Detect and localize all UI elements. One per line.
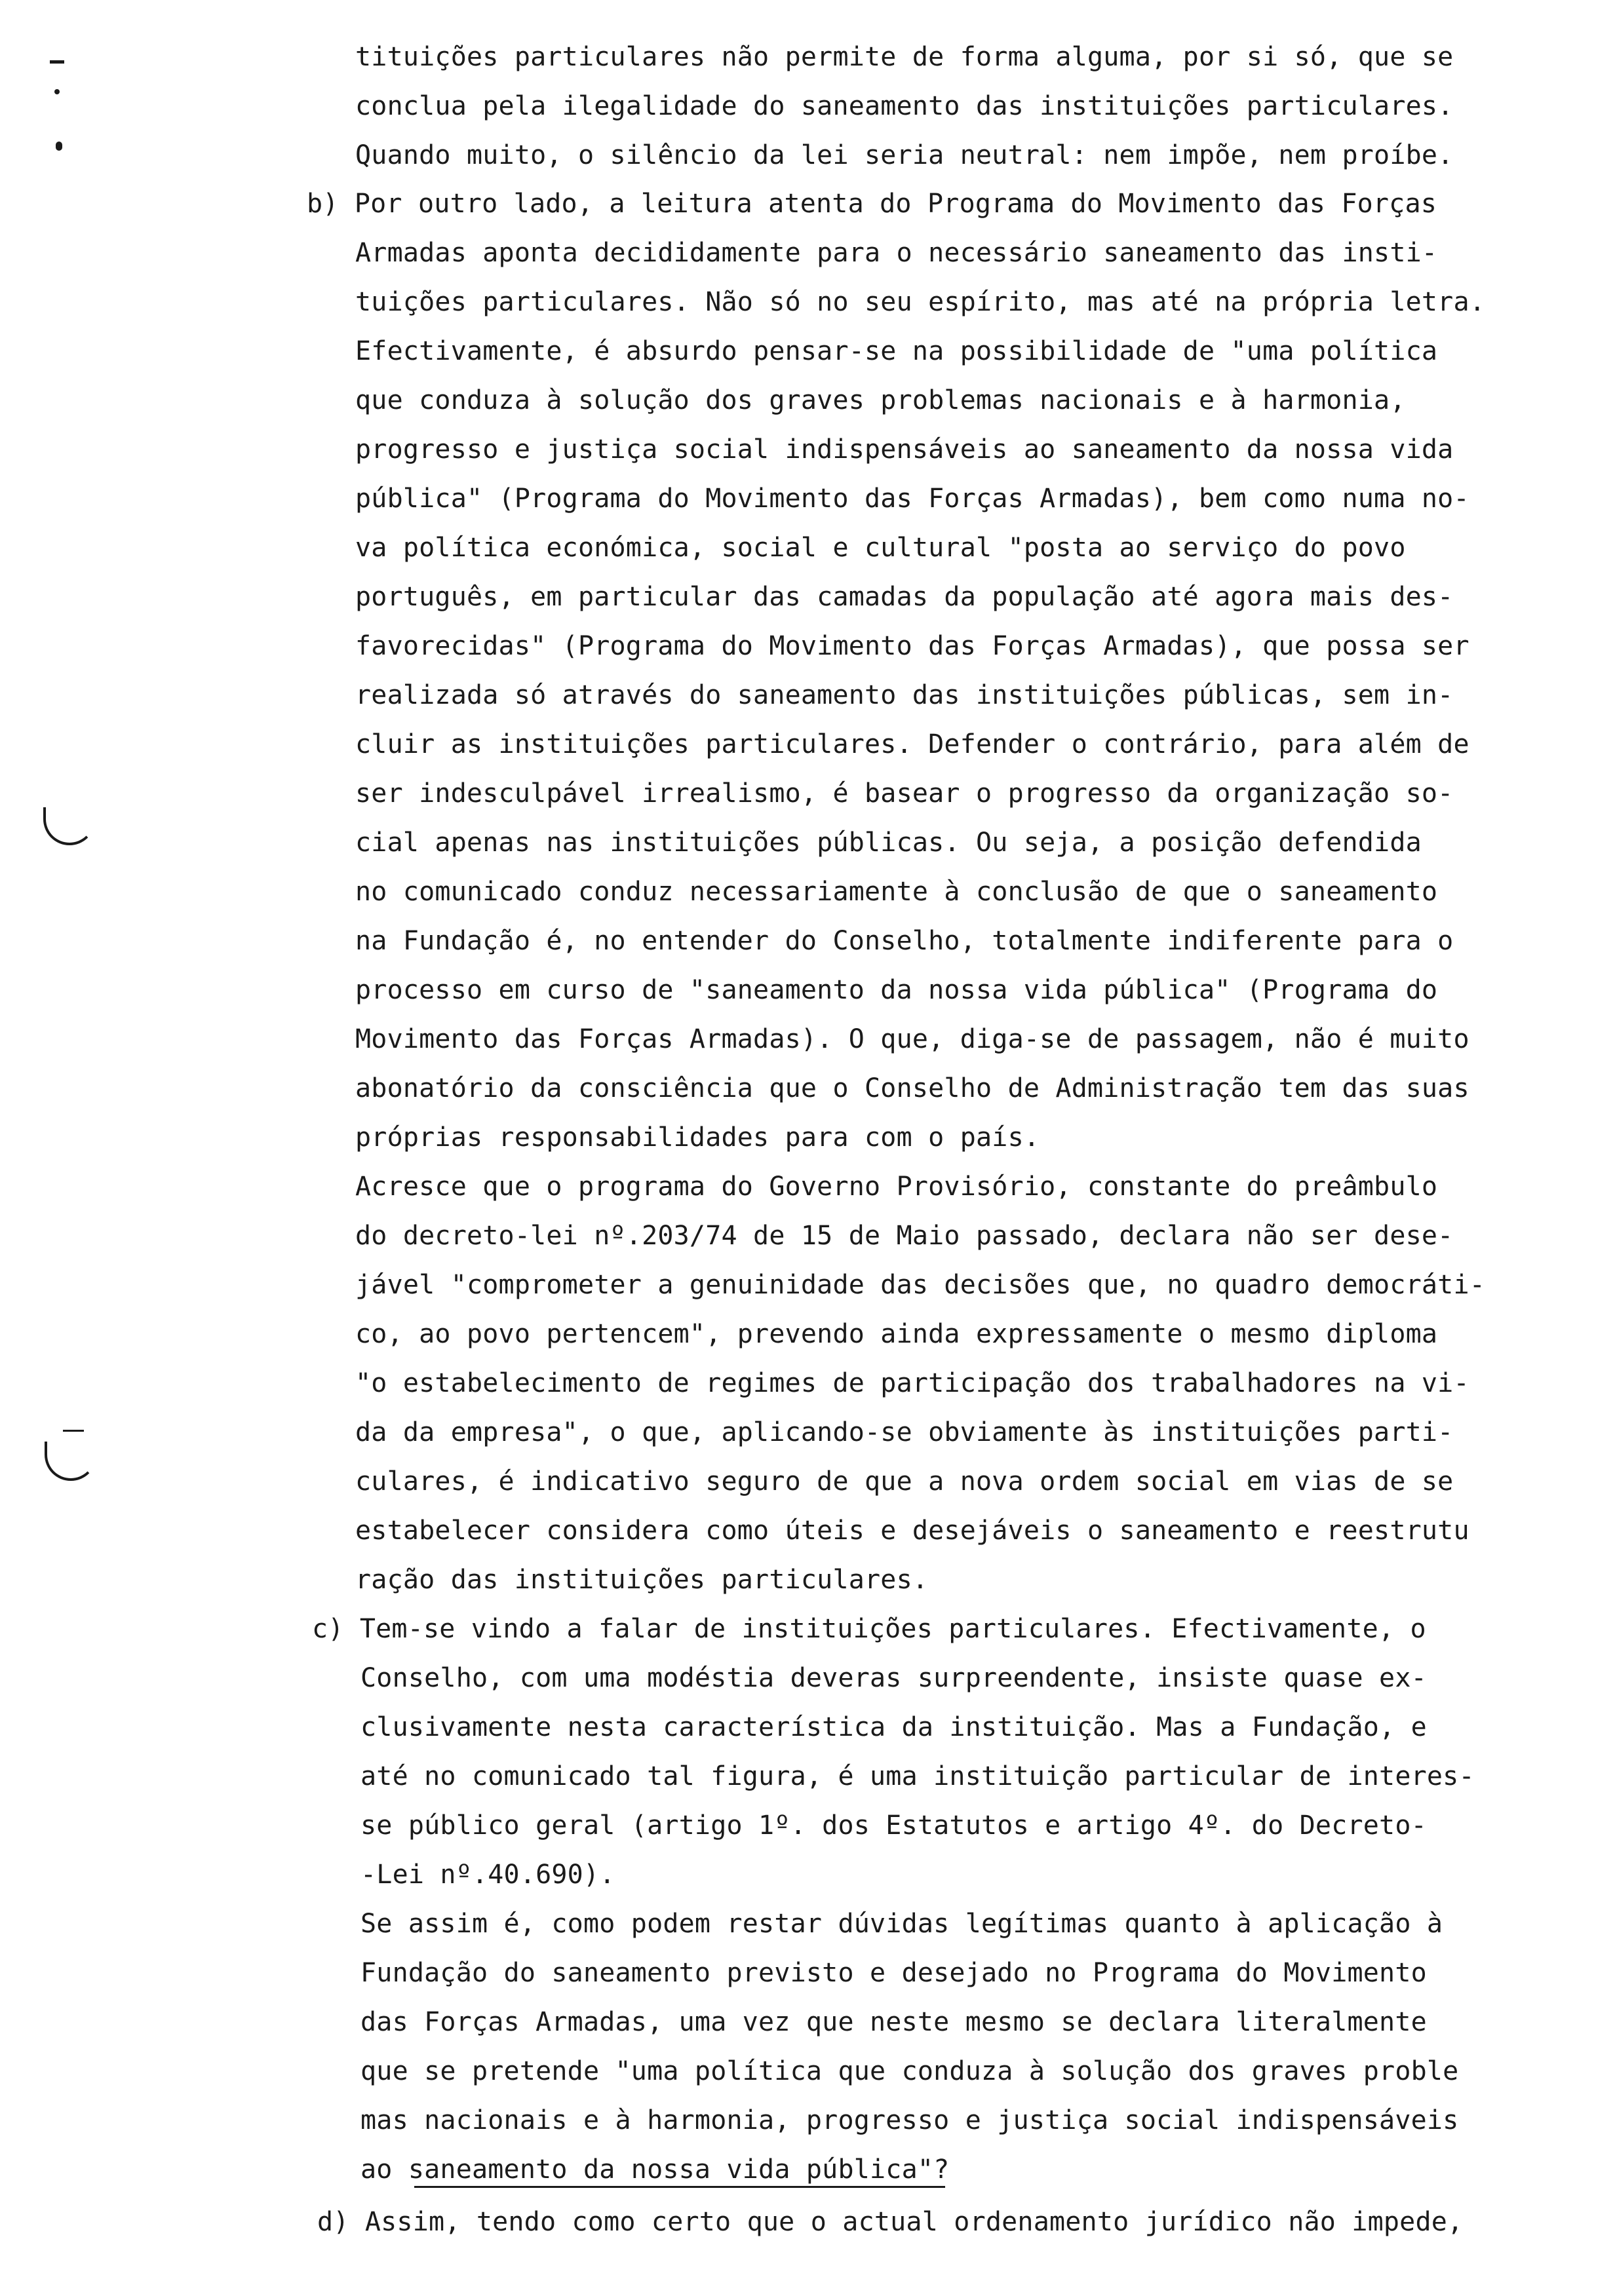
text-line: Quando muito, o silêncio da lei seria neutral: nem impõe, nem proíbe. xyxy=(355,140,1454,170)
text-line: conclua pela ilegalidade do saneamento das instituições particulares. xyxy=(355,91,1454,121)
text-line: se público geral (artigo 1º. dos Estatutos e artigo 4º. do Decreto- xyxy=(360,1810,1427,1841)
text-line: co, ao povo pertencem", prevendo ainda expressamente o mesmo diploma xyxy=(355,1319,1438,1349)
text-line: favorecidas" (Programa do Movimento das Forças Armadas), que possa ser xyxy=(355,631,1469,661)
text-line: estabelecer considera como úteis e desejáveis o saneamento e reestrutu xyxy=(355,1516,1469,1546)
text-line: abonatório da consciência que o Conselho de Administração tem das suas xyxy=(355,1073,1469,1103)
text-line: -Lei nº.40.690). xyxy=(360,1860,615,1890)
text-line: no comunicado conduz necessariamente à conclusão de que o saneamento xyxy=(355,877,1438,907)
text-line: Se assim é, como podem restar dúvidas legítimas quanto à aplicação à xyxy=(360,1909,1443,1939)
text-line: ao saneamento da nossa vida pública"? xyxy=(360,2154,950,2185)
text-line: mas nacionais e à harmonia, progresso e justiça social indispensáveis xyxy=(360,2105,1459,2135)
margin-dot-mark xyxy=(56,142,62,151)
text-line: Acresce que o programa do Governo Provisório, constante do preâmbulo xyxy=(355,1172,1438,1202)
text-line: jável "comprometer a genuinidade das decisões que, no quadro democráti- xyxy=(355,1270,1486,1300)
text-line: c) Tem-se vindo a falar de instituições particulares. Efectivamente, o xyxy=(312,1614,1426,1644)
margin-arc-mark xyxy=(43,807,96,845)
underline-mark xyxy=(414,2186,945,2188)
text-line: progresso e justiça social indispensáveis ao saneamento da nossa vida xyxy=(355,434,1454,465)
text-line: ser indesculpável irrealismo, é basear o progresso da organização so- xyxy=(355,778,1454,809)
text-line: na Fundação é, no entender do Conselho, totalmente indiferente para o xyxy=(355,926,1454,956)
text-line: que conduza à solução dos graves problemas nacionais e à harmonia, xyxy=(355,385,1406,415)
text-line: culares, é indicativo seguro de que a nova ordem social em vias de se xyxy=(355,1466,1454,1497)
text-line: d) Assim, tendo como certo que o actual ordenamento jurídico não impede, xyxy=(317,2207,1464,2237)
text-line: até no comunicado tal figura, é uma instituição particular de interes- xyxy=(360,1761,1475,1791)
text-line: va política económica, social e cultural "posta ao serviço do povo xyxy=(355,533,1406,563)
text-line: das Forças Armadas, uma vez que neste mesmo se declara literalmente xyxy=(360,2007,1427,2037)
text-line: ração das instituições particulares. xyxy=(355,1565,929,1595)
text-line: Armadas aponta decididamente para o necessário saneamento das insti- xyxy=(355,238,1438,268)
text-line: Conselho, com uma modéstia deveras surpreendente, insiste quase ex- xyxy=(360,1663,1427,1693)
margin-arc-mark xyxy=(45,1442,97,1481)
margin-dash-mark xyxy=(63,1430,84,1432)
text-line: cluir as instituições particulares. Defender o contrário, para além de xyxy=(355,729,1469,759)
text-line: clusivamente nesta característica da instituição. Mas a Fundação, e xyxy=(360,1712,1427,1742)
text-line: "o estabelecimento de regimes de participação dos trabalhadores na vi- xyxy=(355,1368,1469,1398)
text-line: realizada só através do saneamento das instituições públicas, sem in- xyxy=(355,680,1454,710)
margin-dash-mark xyxy=(50,60,64,64)
text-line: b) Por outro lado, a leitura atenta do Programa do Movimento das Forças xyxy=(307,189,1437,219)
text-line: português, em particular das camadas da população até agora mais des- xyxy=(355,582,1454,612)
text-line: Efectivamente, é absurdo pensar-se na possibilidade de "uma política xyxy=(355,336,1438,366)
text-line: próprias responsabilidades para com o país. xyxy=(355,1122,1040,1153)
text-line: pública" (Programa do Movimento das Forças Armadas), bem como numa no- xyxy=(355,484,1469,514)
text-line: Movimento das Forças Armadas). O que, diga-se de passagem, não é muito xyxy=(355,1024,1469,1054)
text-line: da da empresa", o que, aplicando-se obviamente às instituições parti- xyxy=(355,1417,1454,1447)
text-line: processo em curso de "saneamento da nossa vida pública" (Programa do xyxy=(355,975,1438,1005)
text-line: tuições particulares. Não só no seu espírito, mas até na própria letra. xyxy=(355,287,1486,317)
text-line: tituições particulares não permite de forma alguma, por si só, que se xyxy=(355,42,1454,72)
text-line: Fundação do saneamento previsto e desejado no Programa do Movimento xyxy=(360,1958,1427,1988)
text-line: que se pretende "uma política que conduza à solução dos graves proble xyxy=(360,2056,1459,2086)
text-line: do decreto-lei nº.203/74 de 15 de Maio passado, declara não ser dese- xyxy=(355,1221,1454,1251)
text-line: cial apenas nas instituições públicas. Ou seja, a posição defendida xyxy=(355,828,1422,858)
margin-dot-mark xyxy=(54,89,60,94)
